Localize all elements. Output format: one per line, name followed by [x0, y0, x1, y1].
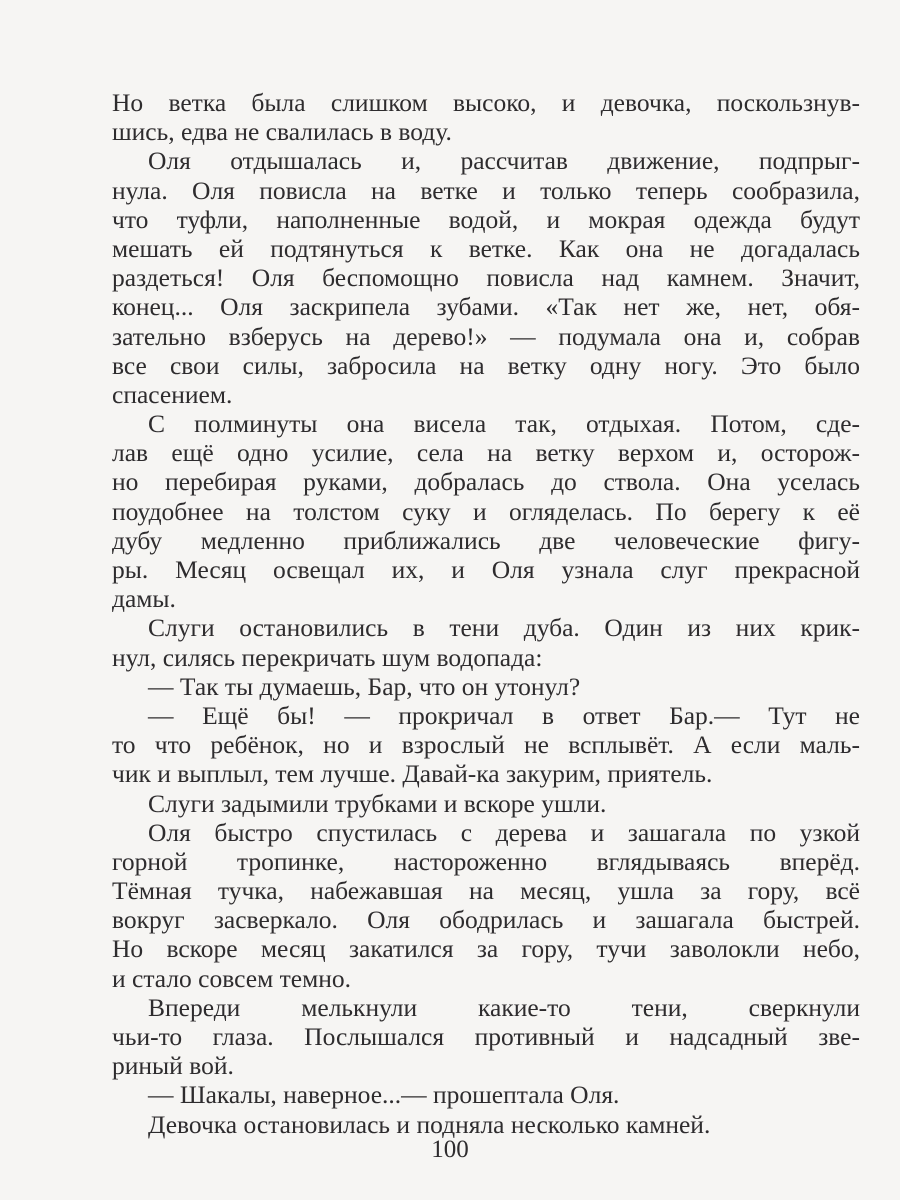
page-body-text [112, 88, 860, 1139]
text-line: нул, силясь перекричать шум водопада: [112, 642, 543, 672]
paragraph [112, 613, 860, 671]
text-line: С полминуты она висела так, отдыхая. Потом, сде- [148, 409, 860, 439]
text-line: но перебирая руками, добралась до ствола. Она уселась [112, 467, 860, 497]
paragraph [112, 993, 860, 1081]
text-line: мешать ей подтянуться к ветке. Как она не догадалась [112, 233, 860, 263]
text-line: риный вой. [112, 1051, 234, 1081]
paragraph [112, 409, 860, 613]
text-line: Оля быстро спустилась с дерева и зашагала по узкой [148, 817, 860, 847]
text-line: дубу медленно приближались две человеческие фигу- [112, 525, 860, 555]
text-line: зательно взберусь на дерево!» — подумала она и, собрав [112, 321, 860, 351]
paragraph [112, 672, 860, 701]
text-line: нула. Оля повисла на ветке и только теперь сообразила, [112, 175, 860, 205]
text-line: Слуги остановились в тени дуба. Один из них крик- [148, 613, 860, 643]
text-line: — Шакалы, наверное...— прошептала Оля. [148, 1080, 620, 1110]
paragraph [112, 1080, 860, 1109]
paragraph [112, 146, 860, 409]
paragraph [112, 88, 860, 146]
paragraph [112, 1110, 860, 1139]
text-line: Но ветка была слишком высоко, и девочка, поскользнув- [112, 88, 860, 117]
text-line: то что ребёнок, но и взрослый не всплывёт. А если маль- [112, 730, 860, 760]
text-line: ры. Месяц освещал их, и Оля узнала слуг прекрасной [112, 555, 860, 584]
text-line: Впереди мелькнули какие-то тени, сверкнули [148, 992, 860, 1022]
text-line: Слуги задымили трубками и вскоре ушли. [148, 788, 607, 818]
text-line: вокруг засверкало. Оля ободрилась и зашагала быстрей. [112, 905, 860, 935]
text-line: шись, едва не свалилась в воду. [112, 117, 452, 147]
text-line: — Ещё бы! — прокричал в ответ Бар.— Тут не [148, 700, 860, 730]
text-line: чьи-то глаза. Послышался противный и надсадный зве- [112, 1022, 860, 1051]
text-line: конец... Оля заскрипела зубами. «Так нет же, нет, обя- [112, 292, 860, 322]
paragraph [112, 701, 860, 789]
text-line: Тёмная тучка, набежавшая на месяц, ушла за гору, всё [112, 876, 860, 906]
text-line: — Так ты думаешь, Бар, что он утонул? [148, 671, 581, 701]
text-line: поудобнее на толстом суку и огляделась. По берегу к её [112, 496, 860, 526]
text-line: спасением. [112, 379, 233, 409]
text-line: Девочка остановилась и подняла несколько камней. [148, 1109, 711, 1139]
text-line: чик и выплыл, тем лучше. Давай-ка закурим, приятель. [112, 759, 713, 789]
text-line: что туфли, наполненные водой, и мокрая одежда будут [112, 204, 860, 234]
paragraph [112, 818, 860, 993]
text-line: Но вскоре месяц закатился за гору, тучи заволокли небо, [112, 934, 860, 964]
text-line: горной тропинке, настороженно вглядываясь вперёд. [112, 846, 860, 876]
paragraph [112, 789, 860, 818]
text-line: все свои силы, забросила на ветку одну ногу. Это было [112, 350, 860, 380]
text-line: дамы. [112, 584, 176, 614]
text-line: и стало совсем темно. [112, 963, 351, 993]
page-number: 100 [431, 1136, 469, 1163]
text-line: лав ещё одно усилие, села на ветку верхом и, осторож- [112, 438, 860, 468]
text-line: раздеться! Оля беспомощно повисла над камнем. Значит, [112, 263, 860, 293]
text-line: Оля отдышалась и, рассчитав движение, подпрыг- [148, 146, 860, 176]
